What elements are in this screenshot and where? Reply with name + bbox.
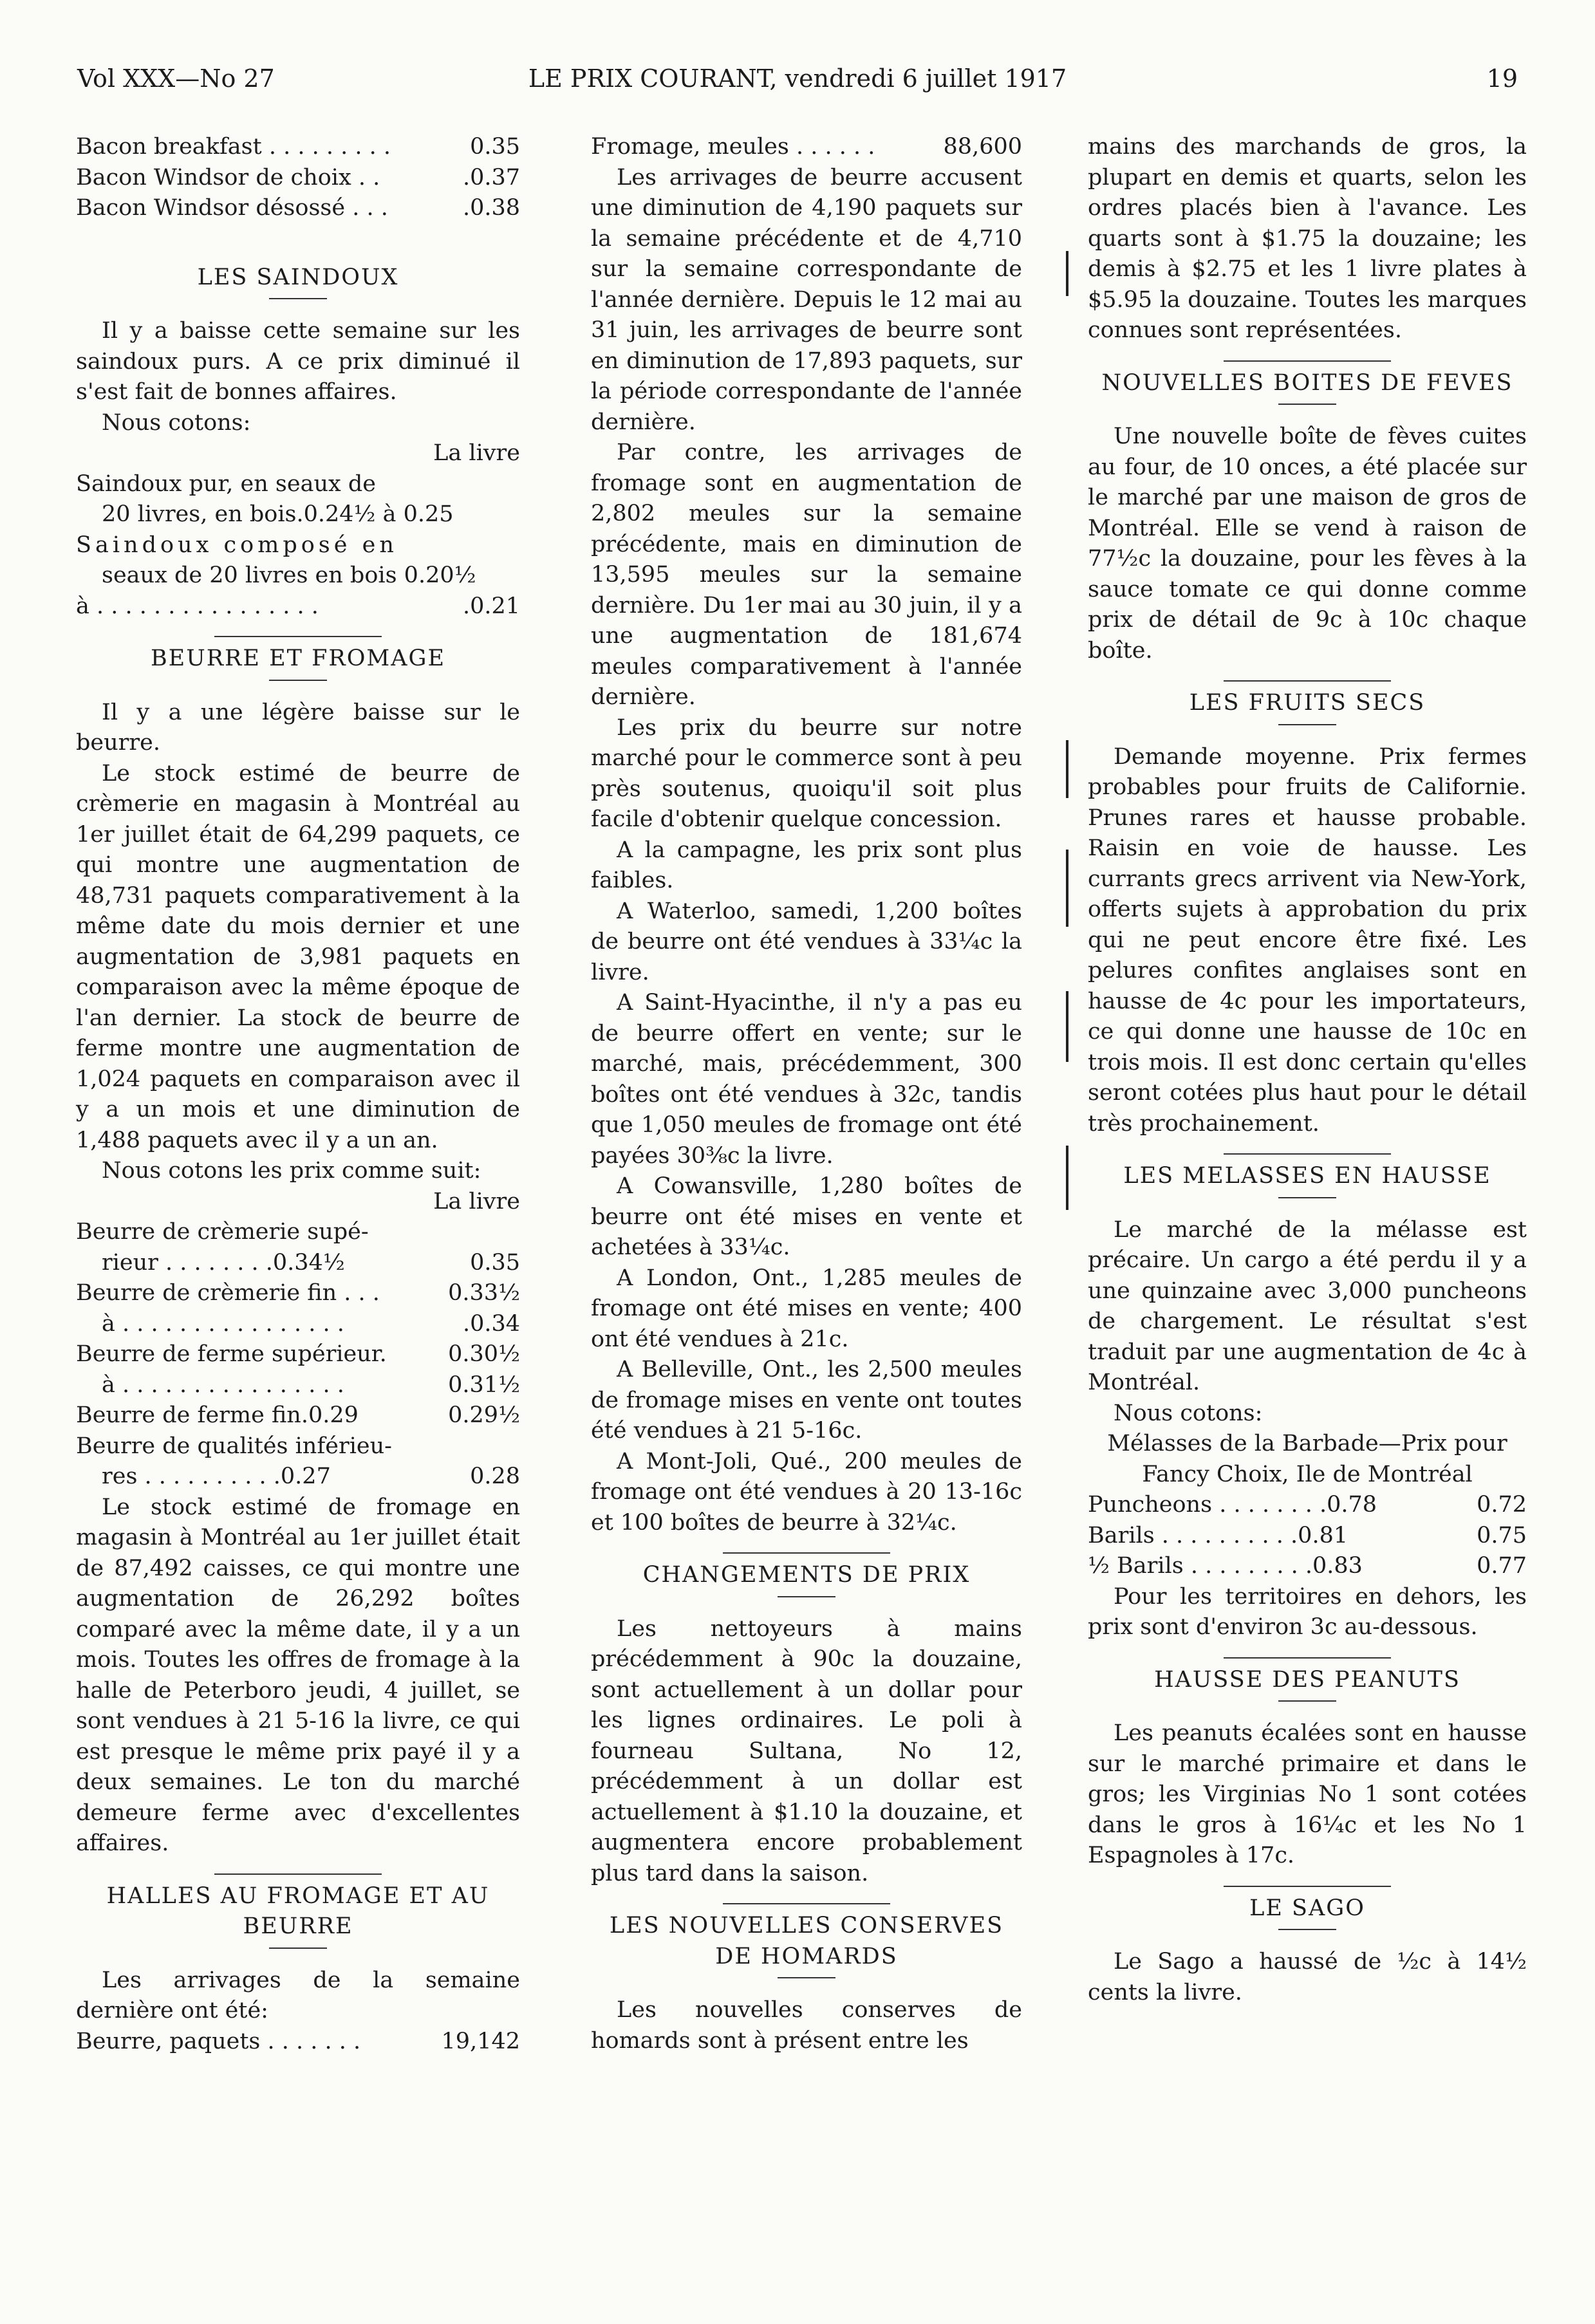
price-line: Beurre de qualités inférieu- bbox=[76, 1433, 392, 1459]
volume-number: Vol XXX—No 27 bbox=[77, 64, 275, 93]
paragraph: Le Sago a haussé de ½c à 14½ cents la livre. bbox=[1088, 1949, 1527, 2005]
price-value: .0.38 bbox=[462, 195, 520, 221]
price-row bbox=[1088, 1551, 1527, 1582]
divider bbox=[723, 1903, 890, 1904]
price-row bbox=[76, 2027, 520, 2058]
section-heading: LES FRUITS SECS bbox=[1189, 690, 1426, 716]
page-number: 19 bbox=[1486, 64, 1518, 93]
paragraph: A la campagne, les prix sont plus faibles. bbox=[591, 837, 1022, 893]
price-label: Puncheons . . . . . . . .0.78 bbox=[1088, 1492, 1377, 1518]
price-label: à . . . . . . . . . . . . . . . . bbox=[102, 1310, 344, 1337]
paragraph: Les nettoyeurs à mains précédemment à 90c la douzaine, sont actuellement à un dollar pour les lignes ordinaires. Le poli à fourneau Sultana, No 12, précédemment à un dollar est actuellement à $1.10 la douzaine, et augmentera encore probablement plus tard dans la saison. bbox=[591, 1615, 1022, 1886]
price-row bbox=[76, 1462, 520, 1492]
divider bbox=[269, 1948, 327, 1949]
paragraph: A Belleville, Ont., les 2,500 meules de fromage mises en vente ont toutes été vendues à 21 5-16c. bbox=[591, 1357, 1022, 1444]
price-value: 0.72 bbox=[1477, 1492, 1527, 1518]
unit-label: La livre bbox=[433, 440, 520, 466]
price-label: res . . . . . . . . . .0.27 bbox=[102, 1464, 331, 1489]
divider bbox=[778, 1596, 835, 1597]
price-line: seaux de 20 livres en bois 0.20½ bbox=[102, 562, 476, 588]
paragraph: Il y a baisse cette semaine sur les saindoux purs. A ce prix diminué il s'est fait de bonnes affaires. bbox=[76, 318, 520, 405]
paragraph: Les prix du beurre sur notre marché pour le commerce sont à peu près soutenus, quoiqu'il soit plus facile d'obtenir quelque concession. bbox=[591, 714, 1022, 832]
paragraph: Le stock estimé de fromage en magasin à Montréal au 1er juillet était de 87,492 caisses, ce qui montre une augmentation de 26,292 boîtes comparé avec la même date, il y a un mois. Toutes les offres de fromage à la halle de Peterboro jeudi, 4 juillet, se sont vendues à 21 5-16 la livre, ce qui est presque le même prix payé il y a deux semaines. Le ton du marché demeure ferme avec d'excellentes affaires. bbox=[76, 1494, 520, 1856]
section-heading: LES MELASSES EN HAUSSE bbox=[1123, 1163, 1491, 1189]
paragraph: Pour les territoires en dehors, les prix sont d'environ 3c au-dessous. bbox=[1088, 1583, 1527, 1640]
section-heading: NOUVELLES BOITES DE FEVES bbox=[1101, 369, 1513, 396]
paragraph: A London, Ont., 1,285 meules de fromage ont été mises en vente; 400 ont été vendues à 21c. bbox=[591, 1265, 1022, 1352]
subheading: Mélasses de la Barbade—Prix pour Fancy Choix, Ile de Montréal bbox=[1107, 1431, 1507, 1487]
price-value: .0.37 bbox=[462, 164, 520, 191]
paragraph: A Saint-Hyacinthe, il n'y a pas eu de beurre offert en vente; sur le marché, mais, précédemment, 300 boîtes ont été vendues à 32c, tandis que 1,050 meules de fromage ont été payées 30⅜c la livre. bbox=[591, 990, 1022, 1169]
price-row bbox=[76, 132, 520, 163]
paragraph: Les nouvelles conserves de homards sont à présent entre les bbox=[591, 1997, 1022, 2054]
price-value: 0.75 bbox=[1477, 1522, 1527, 1548]
page-header bbox=[77, 64, 1518, 103]
divider bbox=[214, 636, 382, 637]
price-value: .0.21 bbox=[462, 593, 520, 619]
price-row bbox=[76, 1248, 520, 1279]
divider bbox=[1278, 1197, 1336, 1198]
price-value: 0.35 bbox=[470, 134, 520, 160]
margin-mark bbox=[1066, 251, 1068, 296]
column-1 bbox=[76, 132, 520, 2057]
price-row bbox=[76, 163, 520, 194]
column-2 bbox=[591, 132, 1022, 2056]
price-line: Saindoux pur, en seaux de bbox=[76, 470, 376, 497]
paragraph: Par contre, les arrivages de fromage sont en augmentation de 2,802 meules sur la semaine précédente, mais en diminution de 13,595 meules sur la semaine dernière. Du 1er mai au 30 juin, il y a une augmentation de 181,674 meules comparativement à l'année dernière. bbox=[591, 440, 1022, 710]
divider bbox=[269, 680, 327, 681]
price-value: 88,600 bbox=[943, 134, 1022, 160]
price-value: 0.33½ bbox=[448, 1280, 520, 1306]
divider bbox=[1278, 1929, 1336, 1930]
paragraph: Nous cotons: bbox=[102, 409, 251, 436]
price-row bbox=[76, 1339, 520, 1370]
margin-mark bbox=[1066, 991, 1068, 1062]
price-value: .0.34 bbox=[462, 1310, 520, 1337]
price-line: Beurre de crèmerie supé- bbox=[76, 1219, 369, 1245]
unit-label: La livre bbox=[433, 1188, 520, 1214]
publication-title: LE PRIX COURANT, vendredi 6 juillet 1917 bbox=[528, 64, 1067, 93]
price-label: ½ Barils . . . . . . . . .0.83 bbox=[1088, 1553, 1363, 1579]
paragraph: Il y a une légère baisse sur le beurre. bbox=[76, 699, 520, 756]
paragraph: Nous cotons: bbox=[1114, 1400, 1263, 1426]
paragraph: Le marché de la mélasse est précaire. Un cargo a été perdu il y a une quinzaine avec 3,000 puncheons de chargement. Le résultat s'est traduit par une augmentation de 4c à Montréal. bbox=[1088, 1216, 1527, 1395]
price-label: Beurre de ferme fin.0.29 bbox=[76, 1402, 359, 1428]
paragraph: Les arrivages de beurre accusent une diminution de 4,190 paquets sur la semaine précédente et de 4,710 sur la semaine correspondante de l'année dernière. Depuis le 12 mai au 31 juin, les arrivages de beurre sont en diminution de 17,893 paquets, sur la période correspondante de l'année dernière. bbox=[591, 164, 1022, 435]
price-value: 19,142 bbox=[441, 2028, 520, 2054]
margin-marks bbox=[1066, 251, 1070, 1216]
price-label: à . . . . . . . . . . . . . . . . bbox=[76, 593, 319, 619]
price-value: 0.29½ bbox=[448, 1402, 520, 1428]
paragraph: A Waterloo, samedi, 1,200 boîtes de beurre ont été vendues à 33¼c la livre. bbox=[591, 898, 1022, 985]
divider bbox=[1224, 1153, 1391, 1155]
divider bbox=[1224, 1657, 1391, 1659]
margin-mark bbox=[1066, 1146, 1068, 1210]
divider bbox=[1224, 360, 1391, 362]
section-heading: LES NOUVELLES CONSERVES DE HOMARDS bbox=[609, 1913, 1004, 1969]
price-label: Barils . . . . . . . . . .0.81 bbox=[1088, 1522, 1348, 1548]
divider bbox=[1278, 404, 1336, 405]
price-row bbox=[76, 591, 520, 622]
paragraph: A Cowansville, 1,280 boîtes de beurre ont été mises en vente et achetées à 33¼c. bbox=[591, 1173, 1022, 1260]
price-value: 0.30½ bbox=[448, 1341, 520, 1367]
margin-mark bbox=[1066, 740, 1068, 798]
price-value: 0.31½ bbox=[448, 1371, 520, 1398]
price-row bbox=[76, 1370, 520, 1401]
price-row bbox=[76, 1278, 520, 1309]
margin-mark bbox=[1066, 850, 1068, 927]
column-3 bbox=[1088, 132, 1527, 2008]
price-line: Saindoux composé en bbox=[76, 532, 398, 558]
price-label: Fromage, meules . . . . . . bbox=[591, 134, 875, 160]
paragraph: Les arrivages de la semaine dernière ont été: bbox=[76, 1967, 520, 2023]
section-heading: CHANGEMENTS DE PRIX bbox=[642, 1562, 971, 1588]
price-label: Bacon Windsor désossé . . . bbox=[76, 195, 388, 221]
price-row bbox=[591, 132, 1022, 163]
price-label: Beurre, paquets . . . . . . . bbox=[76, 2028, 361, 2054]
paragraph: Une nouvelle boîte de fèves cuites au four, de 10 onces, a été placée sur le marché par une maison de gros de Montréal. Elle se vend à raison de 77½c la douzaine, pour les fèves à la sauce tomate ce qui donne comme prix de détail de 9c à 10c chaque boîte. bbox=[1088, 423, 1527, 664]
divider bbox=[214, 1873, 382, 1875]
paragraph: Les peanuts écalées sont en hausse sur le marché primaire et dans le gros; les Virginias No 1 sont cotées dans le gros à 16¼c et les No 1 Espagnoles à 17c. bbox=[1088, 1720, 1527, 1868]
price-value: 0.77 bbox=[1477, 1553, 1527, 1579]
paragraph: Nous cotons les prix comme suit: bbox=[102, 1158, 481, 1184]
section-heading: LE SAGO bbox=[1249, 1895, 1365, 1921]
section-heading: HAUSSE DES PEANUTS bbox=[1154, 1666, 1460, 1693]
price-value: 0.28 bbox=[470, 1464, 520, 1489]
section-heading: LES SAINDOUX bbox=[197, 264, 399, 290]
price-row bbox=[1088, 1490, 1527, 1521]
divider bbox=[269, 298, 327, 299]
price-row bbox=[1088, 1521, 1527, 1552]
divider bbox=[1224, 680, 1391, 682]
price-label: à . . . . . . . . . . . . . . . . bbox=[102, 1371, 344, 1398]
divider bbox=[1224, 1886, 1391, 1887]
price-value: 0.35 bbox=[470, 1249, 520, 1276]
section-heading: HALLES AU FROMAGE ET AU BEURRE bbox=[106, 1882, 490, 1939]
price-label: Bacon Windsor de choix . . bbox=[76, 164, 380, 191]
price-label: Beurre de ferme supérieur. bbox=[76, 1341, 387, 1367]
paragraph: A Mont-Joli, Qué., 200 meules de fromage ont été vendues à 20 13-16c et 100 boîtes de beurre à 32¼c. bbox=[591, 1448, 1022, 1536]
price-row bbox=[76, 1309, 520, 1340]
paragraph: Demande moyenne. Prix fermes probables pour fruits de Californie. Prunes rares et hausse probable. Raisin en voie de hausse. Les currants grecs arrivent via New-York, offerts sujets à approbation du prix qui ne peut encore être fixé. Les pelures confites anglaises sont en hausse de 4c pour les importateurs, ce qui donne une hausse de 10c en trois mois. Il est donc certain qu'elles seront cotées plus haut pour le détail très prochainement. bbox=[1088, 743, 1527, 1137]
section-heading: BEURRE ET FROMAGE bbox=[150, 646, 446, 671]
price-row bbox=[76, 1400, 520, 1431]
divider bbox=[1278, 1700, 1336, 1702]
divider bbox=[778, 1977, 835, 1978]
price-row bbox=[76, 193, 520, 224]
price-line: 20 livres, en bois.0.24½ à 0.25 bbox=[102, 501, 454, 527]
paragraph: Le stock estimé de beurre de crèmerie en magasin à Montréal au 1er juillet était de 64,299 paquets, ce qui montre une augmentation de 48,731 paquets comparativement à la même date du mois dernier et une augmentation de 3,981 paquets en comparaison avec la même époque de l'an dernier. La stock de beurre de ferme montre une augmentation de 1,024 paquets en comparaison avec il y a un mois et une diminution de 1,488 paquets avec il y a un an. bbox=[76, 760, 520, 1153]
price-label: rieur . . . . . . . .0.34½ bbox=[102, 1249, 345, 1276]
divider bbox=[1278, 724, 1336, 725]
price-label: Bacon breakfast . . . . . . . . . bbox=[76, 134, 391, 160]
price-label: Beurre de crèmerie fin . . . bbox=[76, 1280, 380, 1306]
divider bbox=[723, 1552, 890, 1554]
paragraph: mains des marchands de gros, la plupart en demis et quarts, selon les ordres placés bien à l'avance. Les quarts sont à $1.75 la douzaine; les demis à $2.75 et les 1 livre plates à $5.95 la douzaine. Toutes les marques connues sont représentées. bbox=[1088, 134, 1527, 343]
